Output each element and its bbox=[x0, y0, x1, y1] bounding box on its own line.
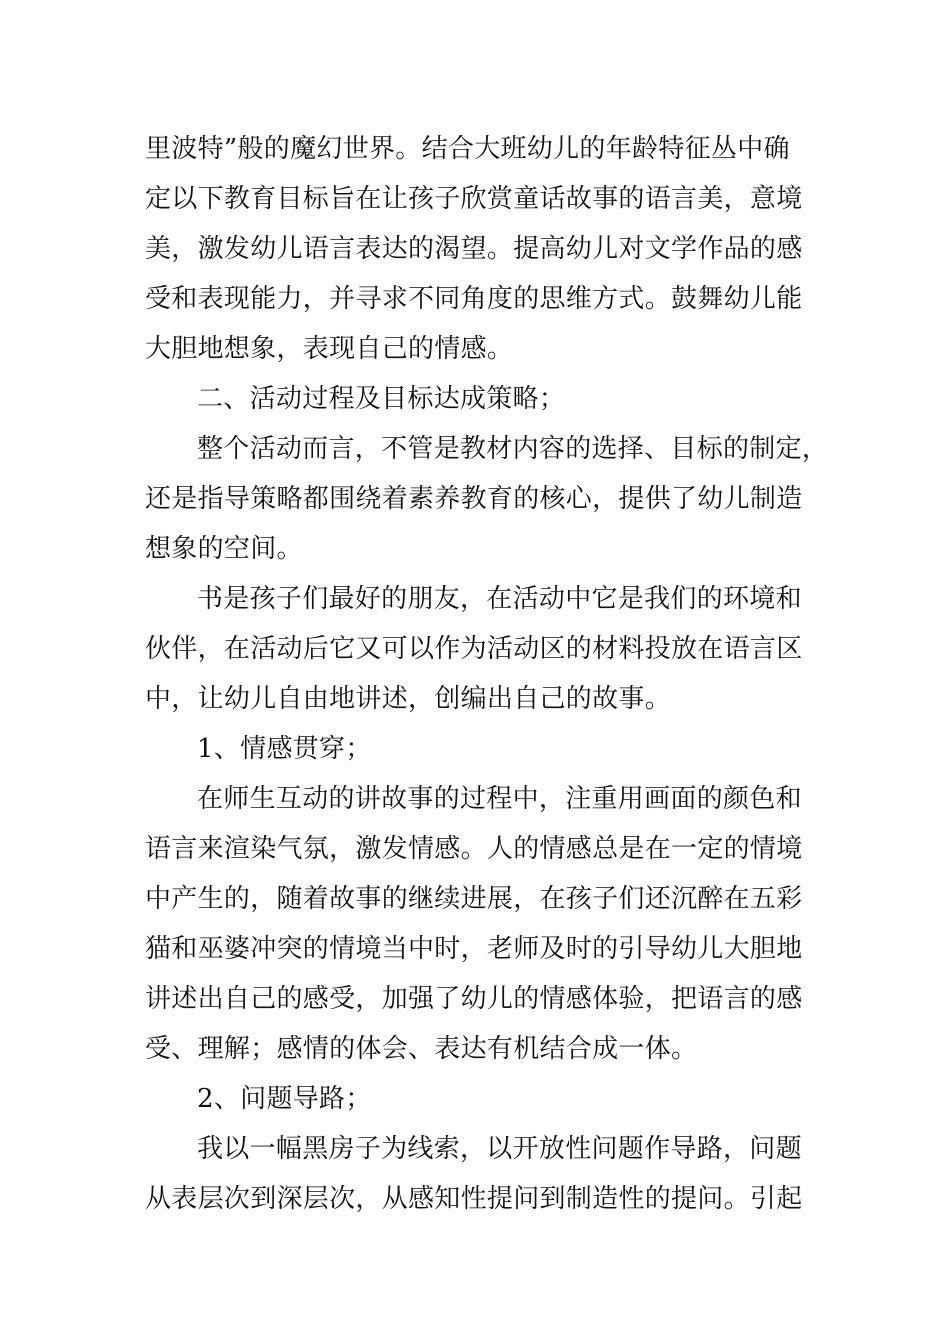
paragraph-line: 想象的空间。 bbox=[145, 534, 303, 564]
section-heading: 二、活动过程及目标达成策略； bbox=[197, 384, 566, 414]
paragraph-line: 从表层次到深层次，从感知性提问到制造性的提问。引起 bbox=[145, 1184, 803, 1214]
paragraph-line: 伙伴，在活动后它又可以作为活动区的材料投放在语言区 bbox=[145, 634, 803, 664]
paragraph-line: 语言来渲染气氛，激发情感。人的情感总是在一定的情境 bbox=[145, 834, 803, 864]
subsection-heading: 1、情感贯穿； bbox=[197, 734, 372, 764]
paragraph-line: 整个活动而言，不管是教材内容的选择、目标的制定， bbox=[197, 434, 829, 464]
subsection-heading: 2、问题导路； bbox=[197, 1084, 372, 1114]
paragraph-line: 里波特”般的魔幻世界。结合大班幼儿的年龄特征丛中确 bbox=[145, 134, 790, 164]
paragraph-line: 定以下教育目标旨在让孩子欣赏童话故事的语言美，意境 bbox=[145, 184, 803, 214]
paragraph-line: 受、理解；感情的体会、表达有机结合成一体。 bbox=[145, 1034, 698, 1064]
paragraph-line: 中产生的，随着故事的继续进展，在孩子们还沉醉在五彩 bbox=[145, 884, 803, 914]
paragraph-line: 讲述出自己的感受，加强了幼儿的情感体验，把语言的感 bbox=[145, 984, 803, 1014]
paragraph-line: 我以一幅黑房子为线索，以开放性问题作导路，问题 bbox=[197, 1134, 802, 1164]
paragraph-line: 受和表现能力，并寻求不同角度的思维方式。鼓舞幼儿能 bbox=[145, 284, 803, 314]
paragraph-line: 美，激发幼儿语言表达的渴望。提高幼儿对文学作品的感 bbox=[145, 234, 803, 264]
paragraph-line: 在师生互动的讲故事的过程中，注重用画面的颜色和 bbox=[197, 784, 802, 814]
paragraph-line: 猫和巫婆冲突的情境当中时，老师及时的引导幼儿大胆地 bbox=[145, 934, 803, 964]
paragraph-line: 还是指导策略都围绕着素养教育的核心，提供了幼儿制造 bbox=[145, 484, 803, 514]
paragraph-line: 大胆地想象，表现自己的情感。 bbox=[145, 334, 514, 364]
paragraph-line: 书是孩子们最好的朋友，在活动中它是我们的环境和 bbox=[197, 584, 802, 614]
paragraph-line: 中，让幼儿自由地讲述，创编出自己的故事。 bbox=[145, 684, 672, 714]
